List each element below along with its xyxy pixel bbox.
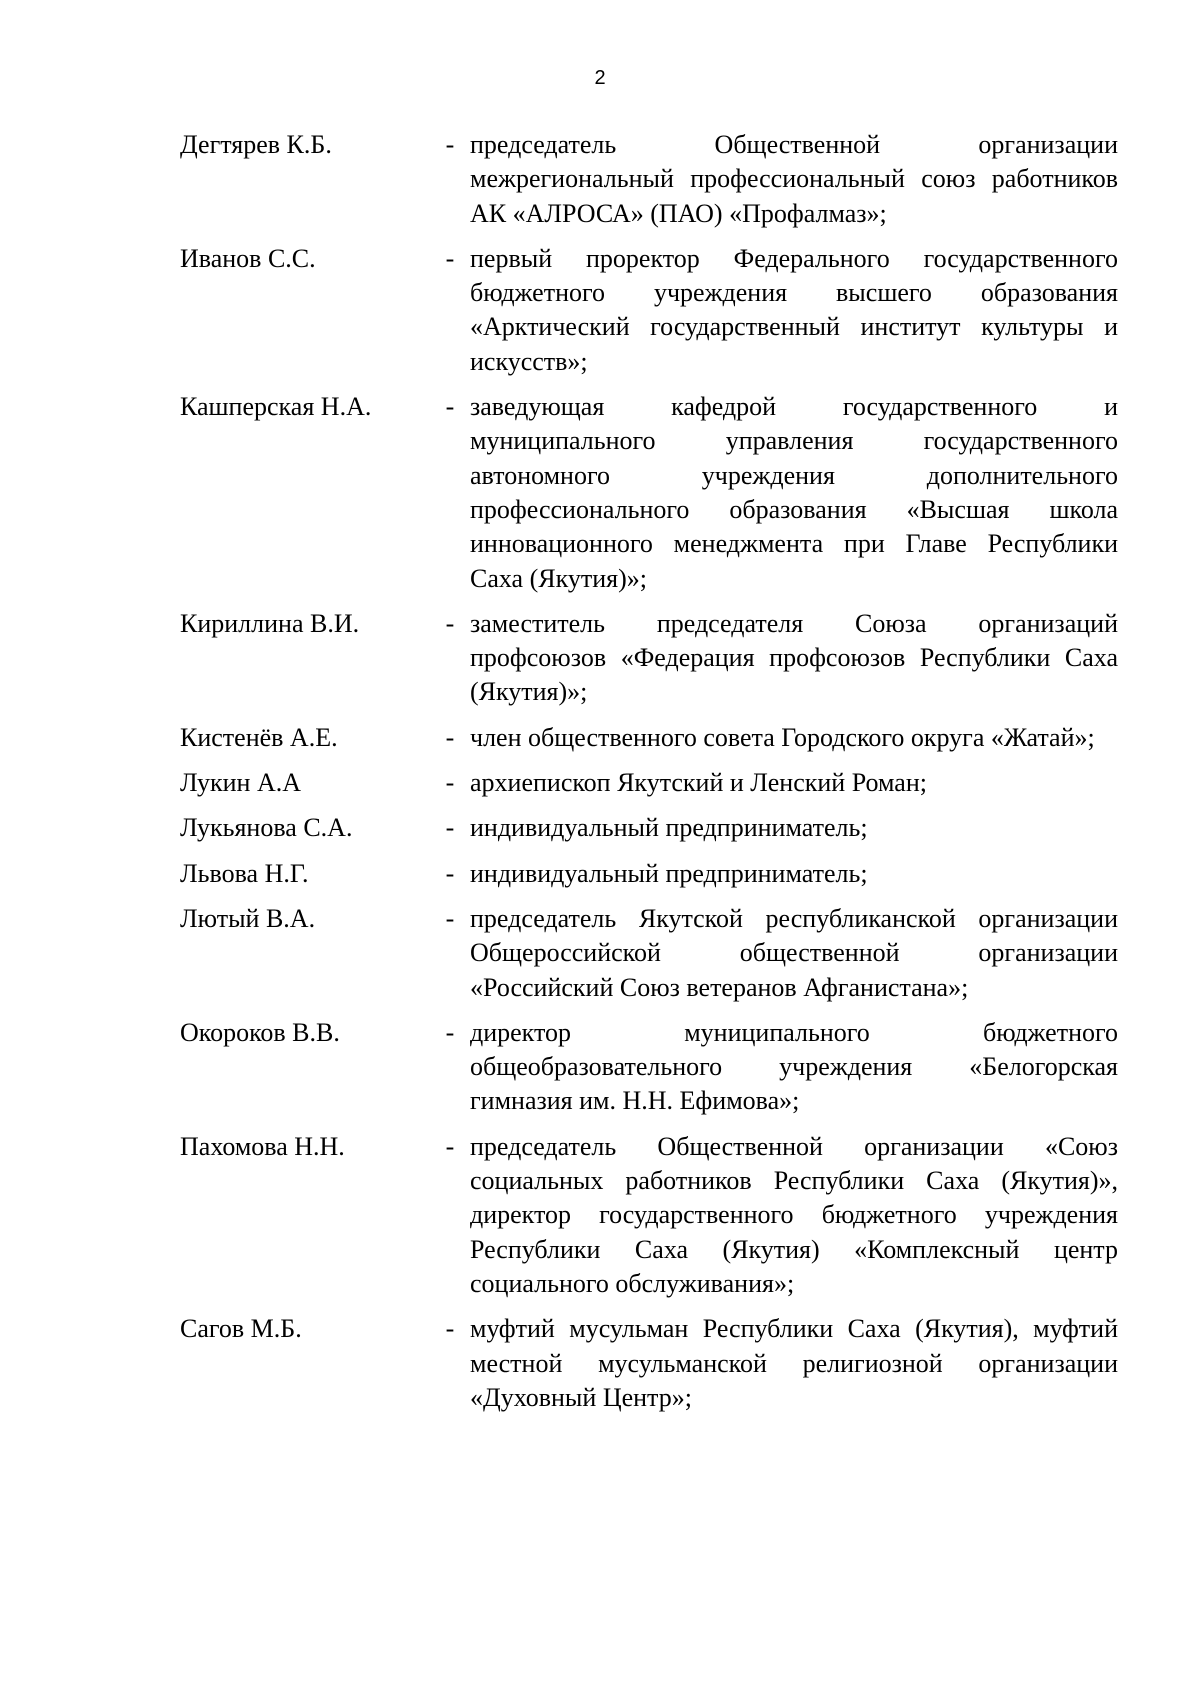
member-name: Лукин А.А (180, 768, 301, 798)
member-description: архиепископ Якутский и Ленский Роман; (470, 768, 927, 798)
member-dash: - (445, 768, 455, 798)
member-name: Лютый В.А. (180, 903, 316, 933)
member-name: Кириллина В.И. (180, 608, 360, 638)
member-name: Кистенёв А.Е. (180, 722, 338, 752)
member-list (180, 128, 1120, 1415)
member-description: председатель Якутской республиканской организации Общероссийской общественной организации «Российский Союз ветеранов Афганистана»; (470, 903, 1118, 1002)
member-name: Дегтярев К.Б. (180, 130, 332, 159)
member-entry (180, 128, 1120, 231)
member-entry (180, 766, 1120, 800)
member-description: директор муниципального бюджетного общеобразовательного учреждения «Белогорская гимназия им. Н.Н. Ефимова»; (470, 1017, 1118, 1116)
member-entry (180, 607, 1120, 710)
member-dash: - (445, 1131, 455, 1161)
member-name: Львова Н.Г. (180, 858, 309, 888)
member-description: муфтий мусульман Республики Саха (Якутия), муфтий местной мусульманской религиозной организации «Духовный Центр»; (470, 1314, 1118, 1412)
member-dash: - (445, 1314, 455, 1344)
member-description: председатель Общественной организации межрегиональный профессиональный союз работников АК «АЛРОСА» (ПАО) «Профалмаз»; (470, 130, 1118, 228)
page-number: 2 (594, 67, 606, 89)
member-entry (180, 390, 1120, 596)
member-entry (180, 811, 1120, 845)
member-dash: - (445, 722, 455, 752)
member-dash: - (445, 858, 455, 888)
member-description: член общественного совета Городского округа «Жатай»; (470, 722, 1095, 752)
member-dash: - (445, 392, 455, 422)
member-name: Лукьянова С.А. (180, 813, 353, 843)
member-dash: - (445, 813, 455, 843)
member-description: индивидуальный предприниматель; (470, 858, 868, 888)
member-name: Иванов С.С. (180, 243, 316, 273)
member-name: Окороков В.В. (180, 1017, 340, 1047)
member-name: Кашперская Н.А. (180, 392, 372, 422)
member-description: первый проректор Федерального государственного бюджетного учреждения высшего образования «Арктический государственный институт культуры и искусств»; (470, 243, 1118, 376)
member-dash: - (445, 1017, 455, 1047)
member-entry (180, 242, 1120, 379)
member-entry (180, 902, 1120, 1005)
member-dash: - (445, 243, 455, 273)
member-name: Сагов М.Б. (180, 1314, 302, 1344)
member-description: индивидуальный предприниматель; (470, 813, 868, 843)
member-entry (180, 1312, 1120, 1415)
member-description: председатель Общественной организации «Союз социальных работников Республики Саха (Якутия)», директор государственного бюджетного учреждения Республики Саха (Якутия) «Комплексный центр социального обслуживания»; (470, 1131, 1118, 1298)
member-description: заместитель председателя Союза организаций профсоюзов «Федерация профсоюзов Республики Саха (Якутия)»; (470, 608, 1118, 707)
member-entry (180, 857, 1120, 891)
member-dash: - (445, 903, 455, 933)
member-description: заведующая кафедрой государственного и муниципального управления государственного автономного учреждения дополнительного профессионального образования «Высшая школа инновационного менеджмента при Главе Республики Саха (Якутия)»; (470, 392, 1118, 593)
member-dash: - (445, 130, 455, 159)
member-entry (180, 721, 1120, 755)
member-name: Пахомова Н.Н. (180, 1131, 345, 1161)
member-entry (180, 1016, 1120, 1119)
member-dash: - (445, 608, 455, 638)
member-entry (180, 1130, 1120, 1301)
